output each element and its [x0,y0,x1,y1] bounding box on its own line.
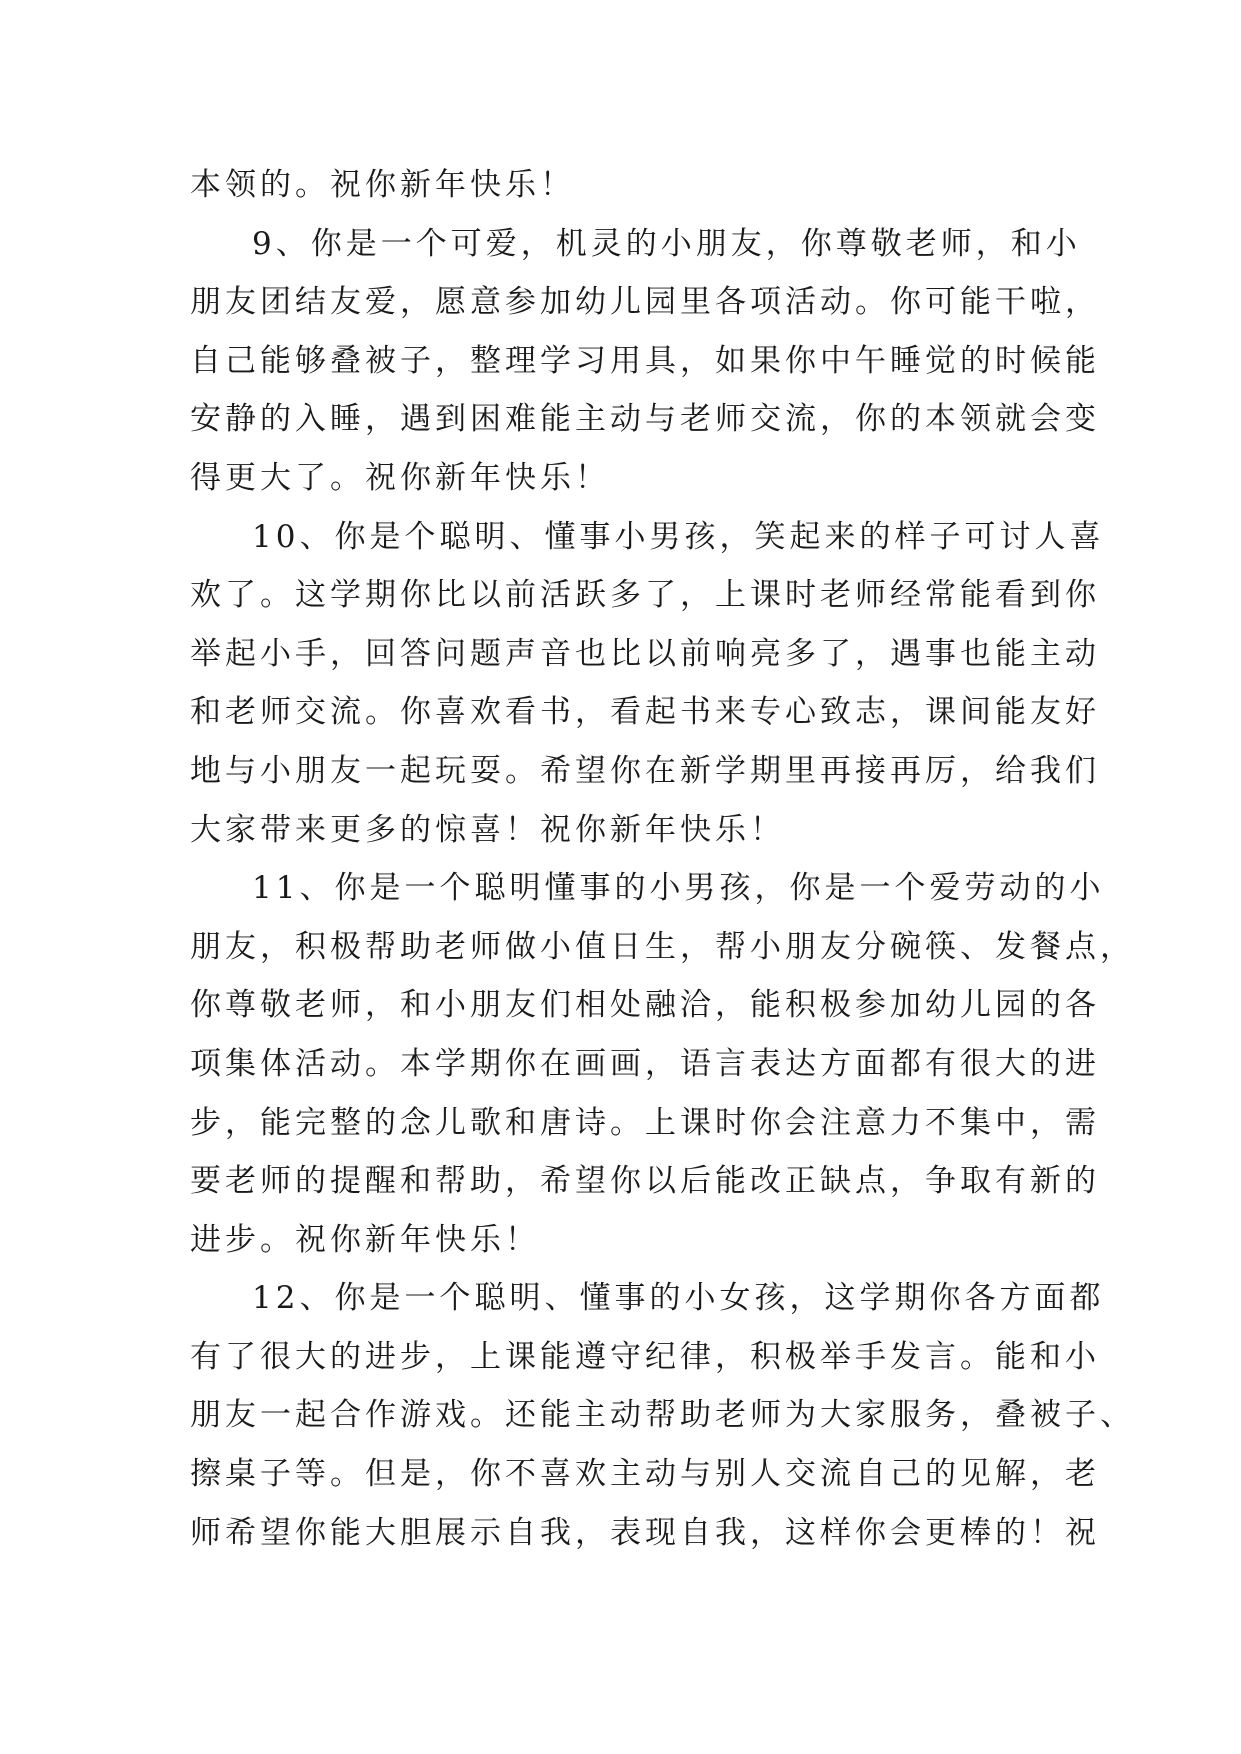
text-line: 自己能够叠被子，整理学习用具，如果你中午睡觉的时候能 [190,342,1100,379]
paragraph-first-line: 12、你是一个聪明、懂事的小女孩，这学期你各方面都 [252,1280,1105,1317]
text-line: 项集体活动。本学期你在画画，语言表达方面都有很大的进 [190,1045,1100,1082]
text-line: 本领的。祝你新年快乐！ [190,167,575,203]
text-line: 步，能完整的念儿歌和唐诗。上课时你会注意力不集中，需 [190,1104,1100,1141]
text-line: 安静的入睡，遇到困难能主动与老师交流，你的本领就会变 [190,401,1100,438]
text-line: 要老师的提醒和帮助，希望你以后能改正缺点，争取有新的 [190,1163,1100,1200]
paragraph-first-line: 10、你是个聪明、懂事小男孩，笑起来的样子可讨人喜 [252,518,1105,555]
text-line: 和老师交流。你喜欢看书，看起书来专心致志，课间能友好 [190,694,1100,731]
text-line: 进步。祝你新年快乐！ [190,1221,540,1258]
text-line: 擦桌子等。但是，你不喜欢主动与别人交流自己的见解，老 [190,1456,1100,1493]
paragraph-first-line: 11、你是一个聪明懂事的小男孩，你是一个爱劳动的小 [252,870,1105,907]
text-line: 得更大了。祝你新年快乐！ [190,459,610,496]
text-line: 朋友，积极帮助老师做小值日生，帮小朋友分碗筷、发餐点， [190,928,1135,965]
text-line: 朋友一起合作游戏。还能主动帮助老师为大家服务，叠被子、 [190,1397,1135,1434]
document-body [190,156,1135,1562]
text-line: 你尊敬老师，和小朋友们相处融洽，能积极参加幼儿园的各 [190,987,1100,1024]
text-line: 欢了。这学期你比以前活跃多了，上课时老师经常能看到你 [190,577,1100,614]
text-line: 师希望你能大胆展示自我，表现自我，这样你会更棒的！祝 [190,1514,1100,1551]
text-line: 地与小朋友一起玩耍。希望你在新学期里再接再厉，给我们 [190,752,1100,789]
paragraph-first-line: 9、你是一个可爱，机灵的小朋友，你尊敬老师，和小 [252,225,1081,262]
text-line: 举起小手，回答问题声音也比以前响亮多了，遇事也能主动 [190,635,1100,672]
text-line: 大家带来更多的惊喜！祝你新年快乐！ [190,811,785,848]
text-line: 朋友团结友爱，愿意参加幼儿园里各项活动。你可能干啦， [190,284,1100,321]
text-line: 有了很大的进步，上课能遵守纪律，积极举手发言。能和小 [190,1338,1100,1375]
